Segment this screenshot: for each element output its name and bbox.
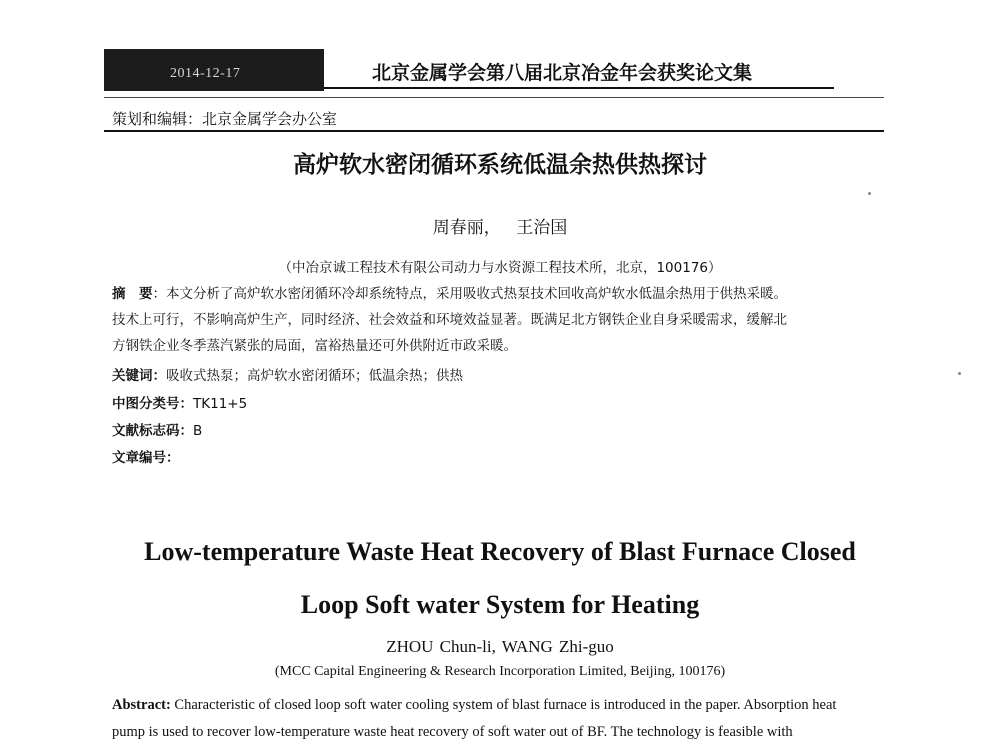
abstract-cn-label: 摘 要 [112,286,153,302]
paper-title-cn: 高炉软水密闭循环系统低温余热供热探讨 [293,152,707,178]
clc-number [112,392,247,412]
abstract-en-line: pump is used to recover low-temperature waste heat recovery of soft water out of BF. The technology is feasible with [112,724,793,740]
authors-en: ZHOU Chun-li, WANG Zhi-guo [386,637,614,656]
abstract-cn-line: 摘 要：本文分析了高炉软水密闭循环冷却系统特点，采用吸收式热泵技术回收高炉软水低温余热用于供热采暖。 [112,286,787,302]
authors-cn: 周春丽， 王治国 [432,218,568,238]
abstract-en-line: Abstract: Characteristic of closed loop soft water cooling system of blast furnace is introduced in the paper. Absorption heat [112,697,837,713]
paper-title-en-line1: Low-temperature Waste Heat Recovery of Blast Furnace Closed [144,537,856,566]
keywords-label: 关键词： [112,368,166,384]
affiliation-en: (MCC Capital Engineering & Research Incorporation Limited, Beijing, 100176) [274,664,726,679]
header-date: 2014-12-17 [170,66,241,81]
abstract-cn-line: 技术上可行，不影响高炉生产，同时经济、社会效益和环境效益显著。既满足北方钢铁企业自身采暖需求，缓解北 [112,312,787,328]
header-rule-thin [104,97,884,98]
editor-line [112,108,337,129]
paper-title-en-line2: Loop Soft water System for Heating [300,590,700,619]
abstract-en [112,692,910,746]
editor-value: 北京金属学会办公室 [202,110,338,128]
article-number [112,446,180,466]
clc-value: TK11+5 [193,396,248,412]
doc-code-value: B [193,423,203,439]
header-rule [324,87,834,89]
proceedings-title: 北京金属学会第八届北京冶金年会获奖论文集 [372,62,753,84]
abstract-en-label: Abstract: [112,697,171,713]
scan-speck [868,192,871,195]
doc-code-label: 文献标志码： [112,423,193,439]
scan-speck [958,372,961,375]
keywords-value: 吸收式热泵；高炉软水密闭循环；低温余热；供热 [166,368,463,384]
document-code [112,419,202,439]
editor-rule [104,130,884,132]
abstract-cn [112,281,890,359]
editor-label: 策划和编辑： [112,110,203,128]
abstract-cn-line: 方钢铁企业冬季蒸汽紧张的局面，富裕热量还可外供附近市政采暖。 [112,338,517,354]
keywords-cn [112,364,463,384]
clc-label: 中图分类号： [112,396,193,412]
affiliation-cn: （中冶京诚工程技术有限公司动力与水资源工程技术所，北京，100176） [278,260,722,276]
article-no-label: 文章编号： [112,450,180,466]
